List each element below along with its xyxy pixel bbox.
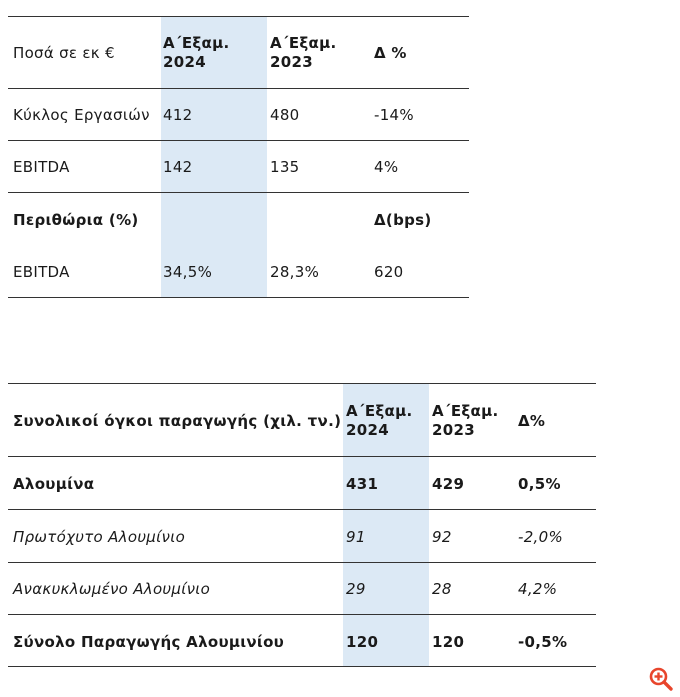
header-delta: Δ% xyxy=(518,411,546,430)
value-2024: 120 xyxy=(346,632,379,651)
financial-results-table xyxy=(8,16,469,298)
value-2023: 120 xyxy=(432,632,465,651)
value-delta: -14% xyxy=(374,106,414,124)
value-2023: 480 xyxy=(270,106,300,124)
row-label: Πρωτόχυτο Αλουμίνιο xyxy=(13,527,186,546)
zoom-in-icon[interactable] xyxy=(648,666,674,692)
table-row xyxy=(8,562,596,615)
value-2023: 429 xyxy=(432,474,465,493)
table-row xyxy=(8,88,469,141)
row-label: Κύκλος Εργασιών xyxy=(13,106,150,124)
value-delta: 4,2% xyxy=(518,580,558,598)
header-2024: Α΄Εξαμ. 2024 xyxy=(346,401,413,439)
value-delta: 0,5% xyxy=(518,474,561,493)
table-row xyxy=(8,192,469,247)
row-label: EBITDA xyxy=(13,263,70,281)
value-2024: 29 xyxy=(346,580,366,598)
table-bottom-border xyxy=(8,666,596,667)
row-label: Ανακυκλωμένο Αλουμίνιο xyxy=(13,580,211,598)
row-label: Σύνολο Παραγωγής Αλουμινίου xyxy=(13,632,285,651)
value-2023: 28 xyxy=(432,580,452,598)
header-2023: Α΄Εξαμ. 2023 xyxy=(270,34,337,71)
table-bottom-border xyxy=(8,297,469,298)
table-row xyxy=(8,614,596,668)
value-2024: 142 xyxy=(163,158,193,176)
value-2024: 91 xyxy=(346,527,366,546)
value-delta: -2,0% xyxy=(518,527,564,546)
header-label: Ποσά σε εκ € xyxy=(13,44,115,62)
value-delta: 620 xyxy=(374,263,404,281)
table-header-row xyxy=(8,16,469,89)
value-2024: 34,5% xyxy=(163,263,213,281)
value-delta: 4% xyxy=(374,158,399,176)
value-2023: 28,3% xyxy=(270,263,320,281)
table-row xyxy=(8,246,469,298)
header-label: Συνολικοί όγκοι παραγωγής (χιλ. τν.) xyxy=(13,411,342,430)
value-2023: 135 xyxy=(270,158,300,176)
header-2023: Α΄Εξαμ. 2023 xyxy=(432,401,499,439)
value-delta: -0,5% xyxy=(518,632,568,651)
value-2024: 412 xyxy=(163,106,193,124)
table-row xyxy=(8,140,469,193)
value-2023: 92 xyxy=(432,527,452,546)
table-header-row xyxy=(8,383,596,457)
table-row xyxy=(8,456,596,510)
production-volumes-table xyxy=(8,383,596,667)
value-2024: 431 xyxy=(346,474,379,493)
value-delta: Δ(bps) xyxy=(374,211,432,229)
row-label: Αλουμίνα xyxy=(13,474,95,493)
row-label: EBITDA xyxy=(13,158,70,176)
header-delta: Δ % xyxy=(374,44,407,62)
header-2024: Α΄Εξαμ. 2024 xyxy=(163,34,230,71)
row-label: Περιθώρια (%) xyxy=(13,211,139,229)
table-row xyxy=(8,509,596,563)
